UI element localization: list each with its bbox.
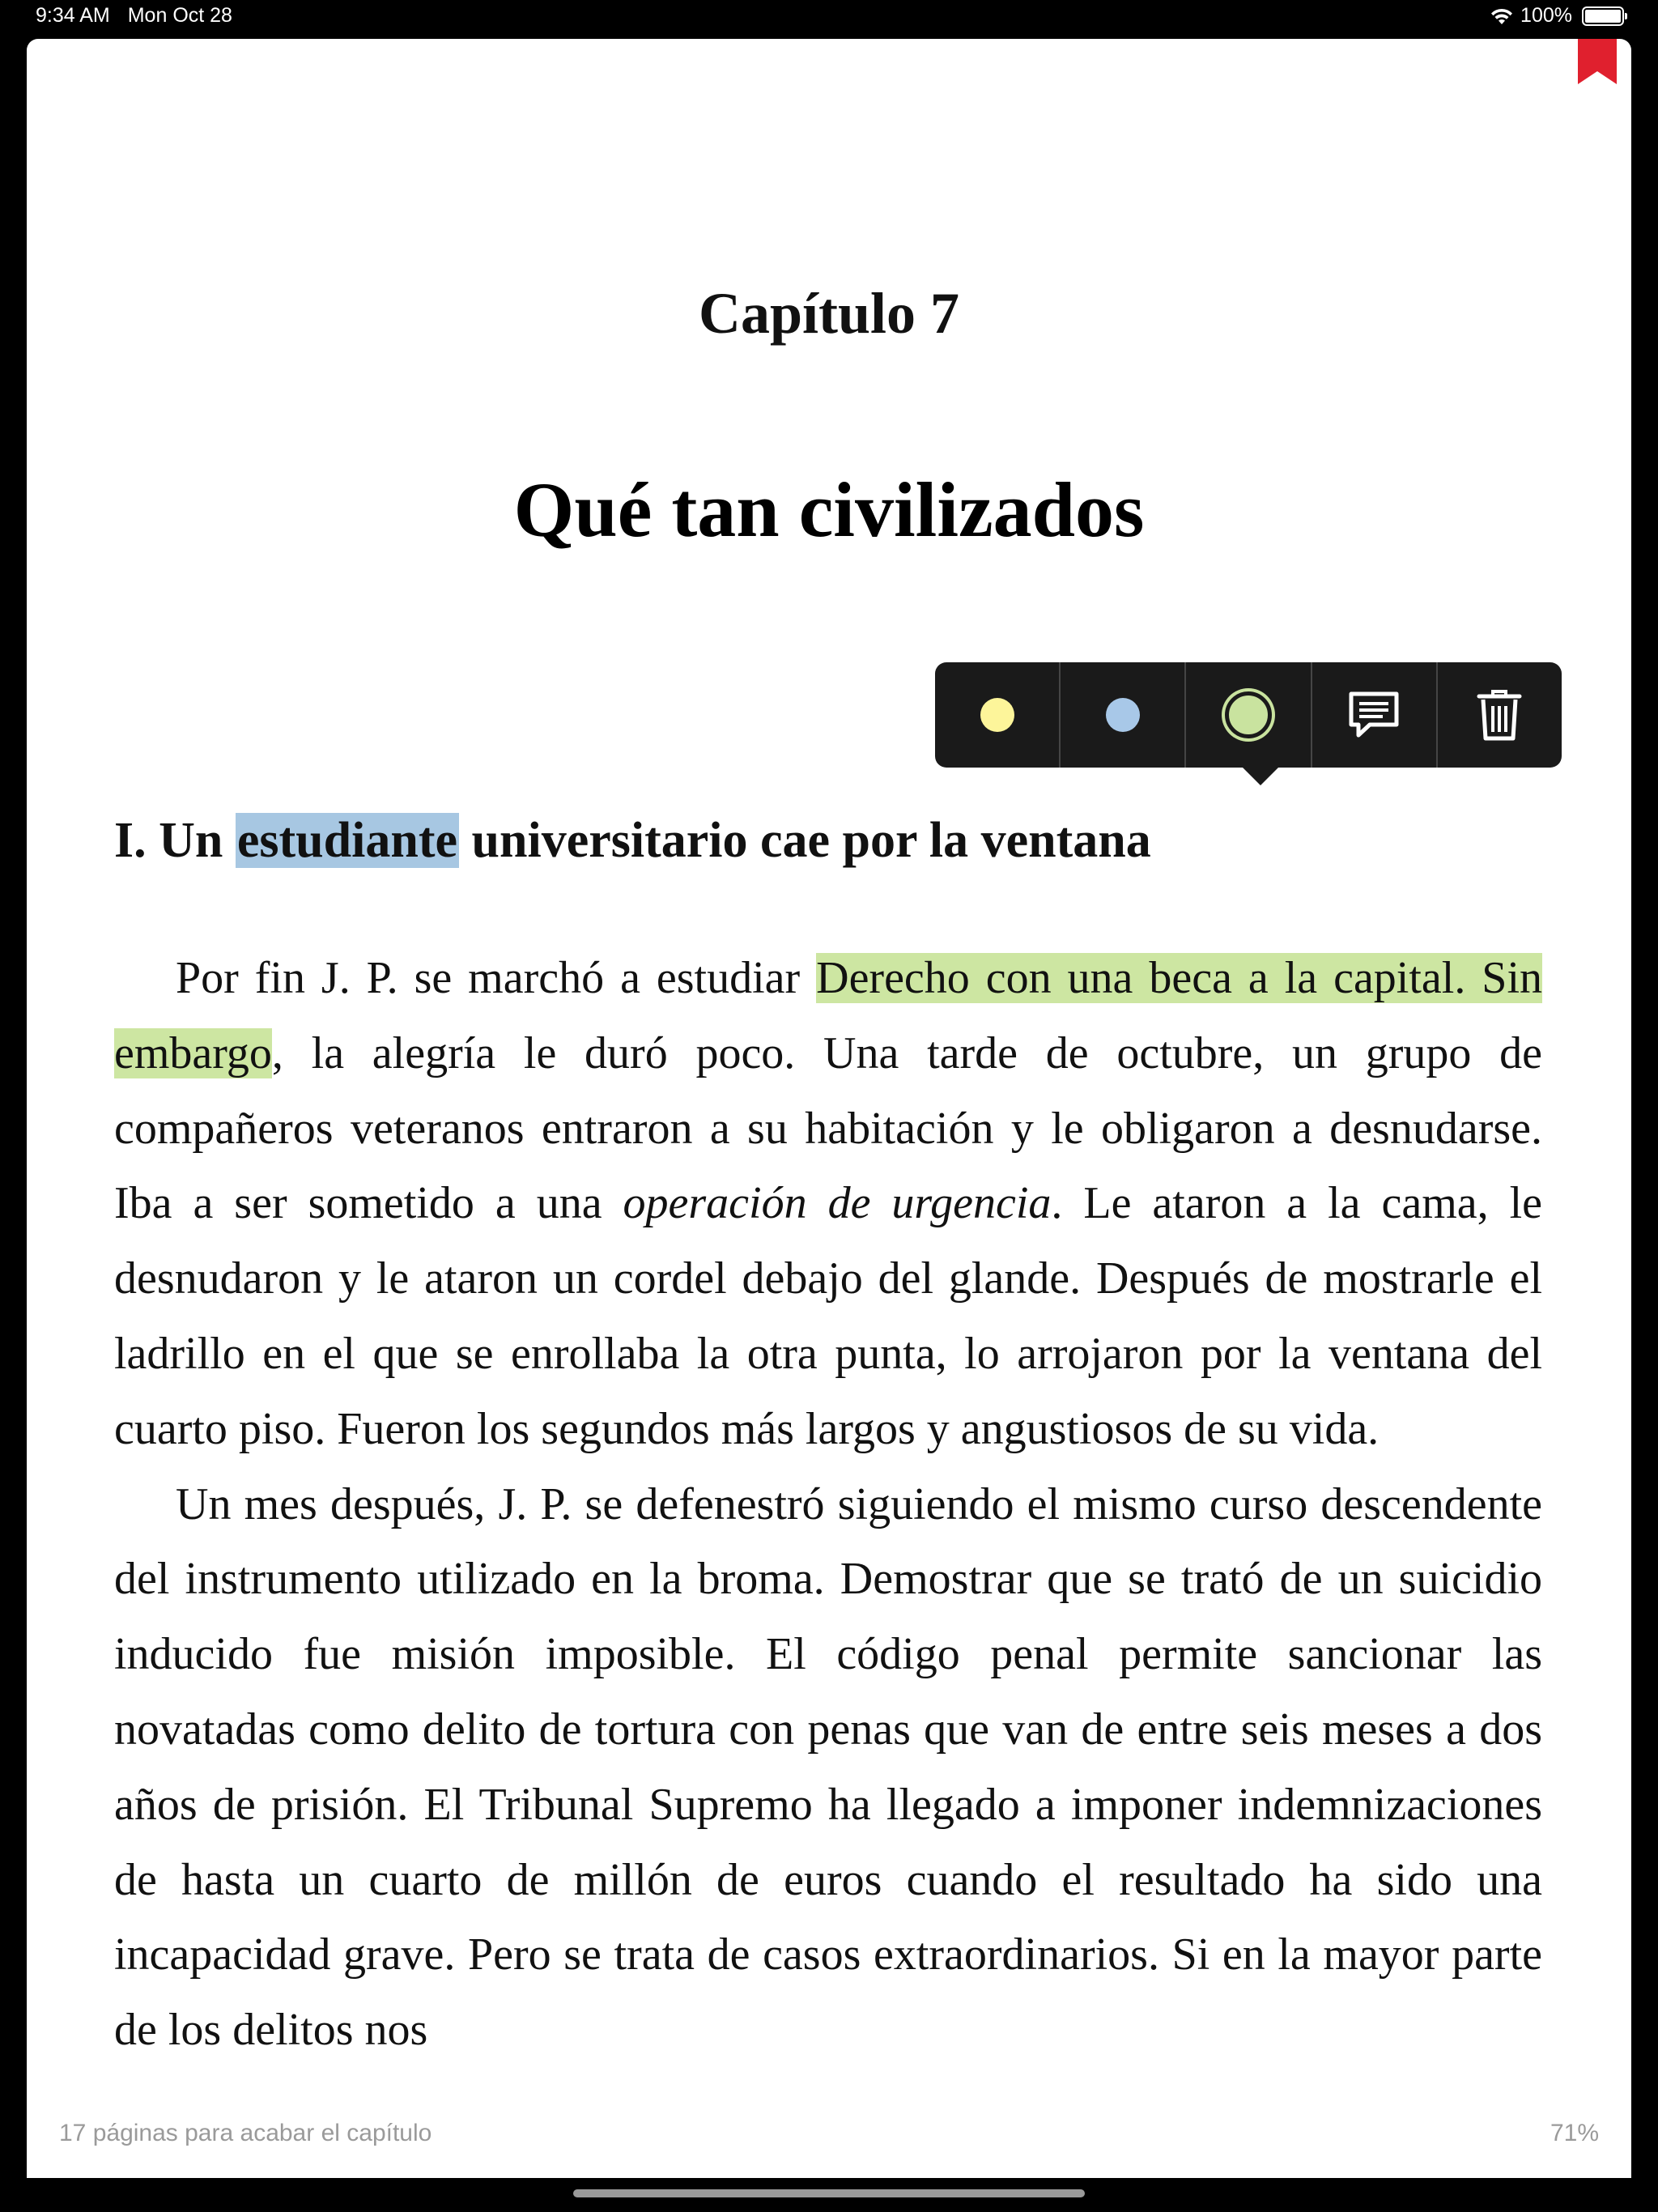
status-left bbox=[36, 4, 232, 28]
chapter-title: Qué tan civilizados bbox=[513, 466, 1145, 553]
green-highlight-text[interactable]: Derecho con una beca a la capital. Sin embargo bbox=[114, 953, 1543, 1078]
selected-highlight-text[interactable]: estudiante bbox=[236, 813, 458, 868]
yellow-highlight-dot bbox=[980, 698, 1014, 732]
highlight-green-button[interactable] bbox=[1186, 662, 1312, 768]
section-heading-start: I. Un bbox=[114, 813, 236, 868]
paragraph-1-end: . Le ataron a la cama, le desnudaron y le ataron un cordel debajo del glande. Después de mostrarle el ladrillo en el que se enrollaba la otra punta, lo arrojaron por la ventana del cuarto piso. Fueron los segundos más largos y angustiosos de su vida. bbox=[114, 1178, 1543, 1454]
highlight-toolbar bbox=[935, 662, 1562, 768]
wifi-icon bbox=[1490, 6, 1514, 26]
section-heading[interactable] bbox=[114, 808, 1571, 873]
status-time: 9:34 AM bbox=[36, 4, 110, 27]
home-indicator[interactable] bbox=[573, 2189, 1085, 2197]
green-highlight-dot bbox=[1225, 691, 1272, 738]
highlight-blue-button[interactable] bbox=[1061, 662, 1186, 768]
delete-highlight-button[interactable] bbox=[1438, 662, 1562, 768]
reading-progress: 71% bbox=[1550, 2120, 1599, 2146]
pages-remaining: 17 páginas para acabar el capítulo bbox=[59, 2120, 432, 2146]
add-note-button[interactable] bbox=[1312, 662, 1438, 768]
paragraph-1-middle: , la alegría le duró poco. Una tarde de octubre, un grupo de compañeros veteranos entraron a su habitación y le obligaron a desnudarse. Iba a ser sometido a una bbox=[114, 1027, 1542, 1229]
paragraph-1[interactable] bbox=[114, 941, 1542, 1467]
bookmark-icon[interactable] bbox=[1578, 39, 1617, 84]
battery-percentage: 100% bbox=[1520, 4, 1572, 27]
blue-highlight-dot bbox=[1106, 698, 1140, 732]
status-date: Mon Oct 28 bbox=[127, 4, 232, 27]
body-text[interactable] bbox=[114, 941, 1542, 2068]
book-page[interactable] bbox=[27, 39, 1631, 2178]
chapter-number: Capítulo 7 bbox=[698, 281, 960, 346]
paragraph-1-italic: operación de urgencia bbox=[623, 1178, 1052, 1229]
paragraph-1-start: Por fin J. P. se marchó a estudiar bbox=[176, 953, 817, 1003]
section-heading-end: universitario cae por la ventana bbox=[459, 813, 1151, 868]
battery-icon bbox=[1582, 6, 1624, 26]
battery-level bbox=[1585, 10, 1621, 23]
status-bar bbox=[0, 0, 1658, 39]
note-icon bbox=[1347, 690, 1401, 740]
highlight-yellow-button[interactable] bbox=[935, 662, 1061, 768]
paragraph-2[interactable]: Un mes después, J. P. se defenestró siguiendo el mismo curso descendente del instrumento utilizado en la broma. Demostrar que se trató de un suicidio inducido fue misión imposible. El código penal permite sancionar las novatadas como delito de tortura con penas que van de entre seis meses a dos años de prisión. El Tribunal Supremo ha llegado a imponer indemnizaciones de hasta un cuarto de millón de euros cuando el resultado ha sido una incapacidad grave. Pero se trata de casos extraordinarios. Si en la mayor parte de los delitos nos bbox=[114, 1478, 1542, 2056]
status-right bbox=[1490, 4, 1624, 28]
trash-icon bbox=[1477, 688, 1522, 742]
